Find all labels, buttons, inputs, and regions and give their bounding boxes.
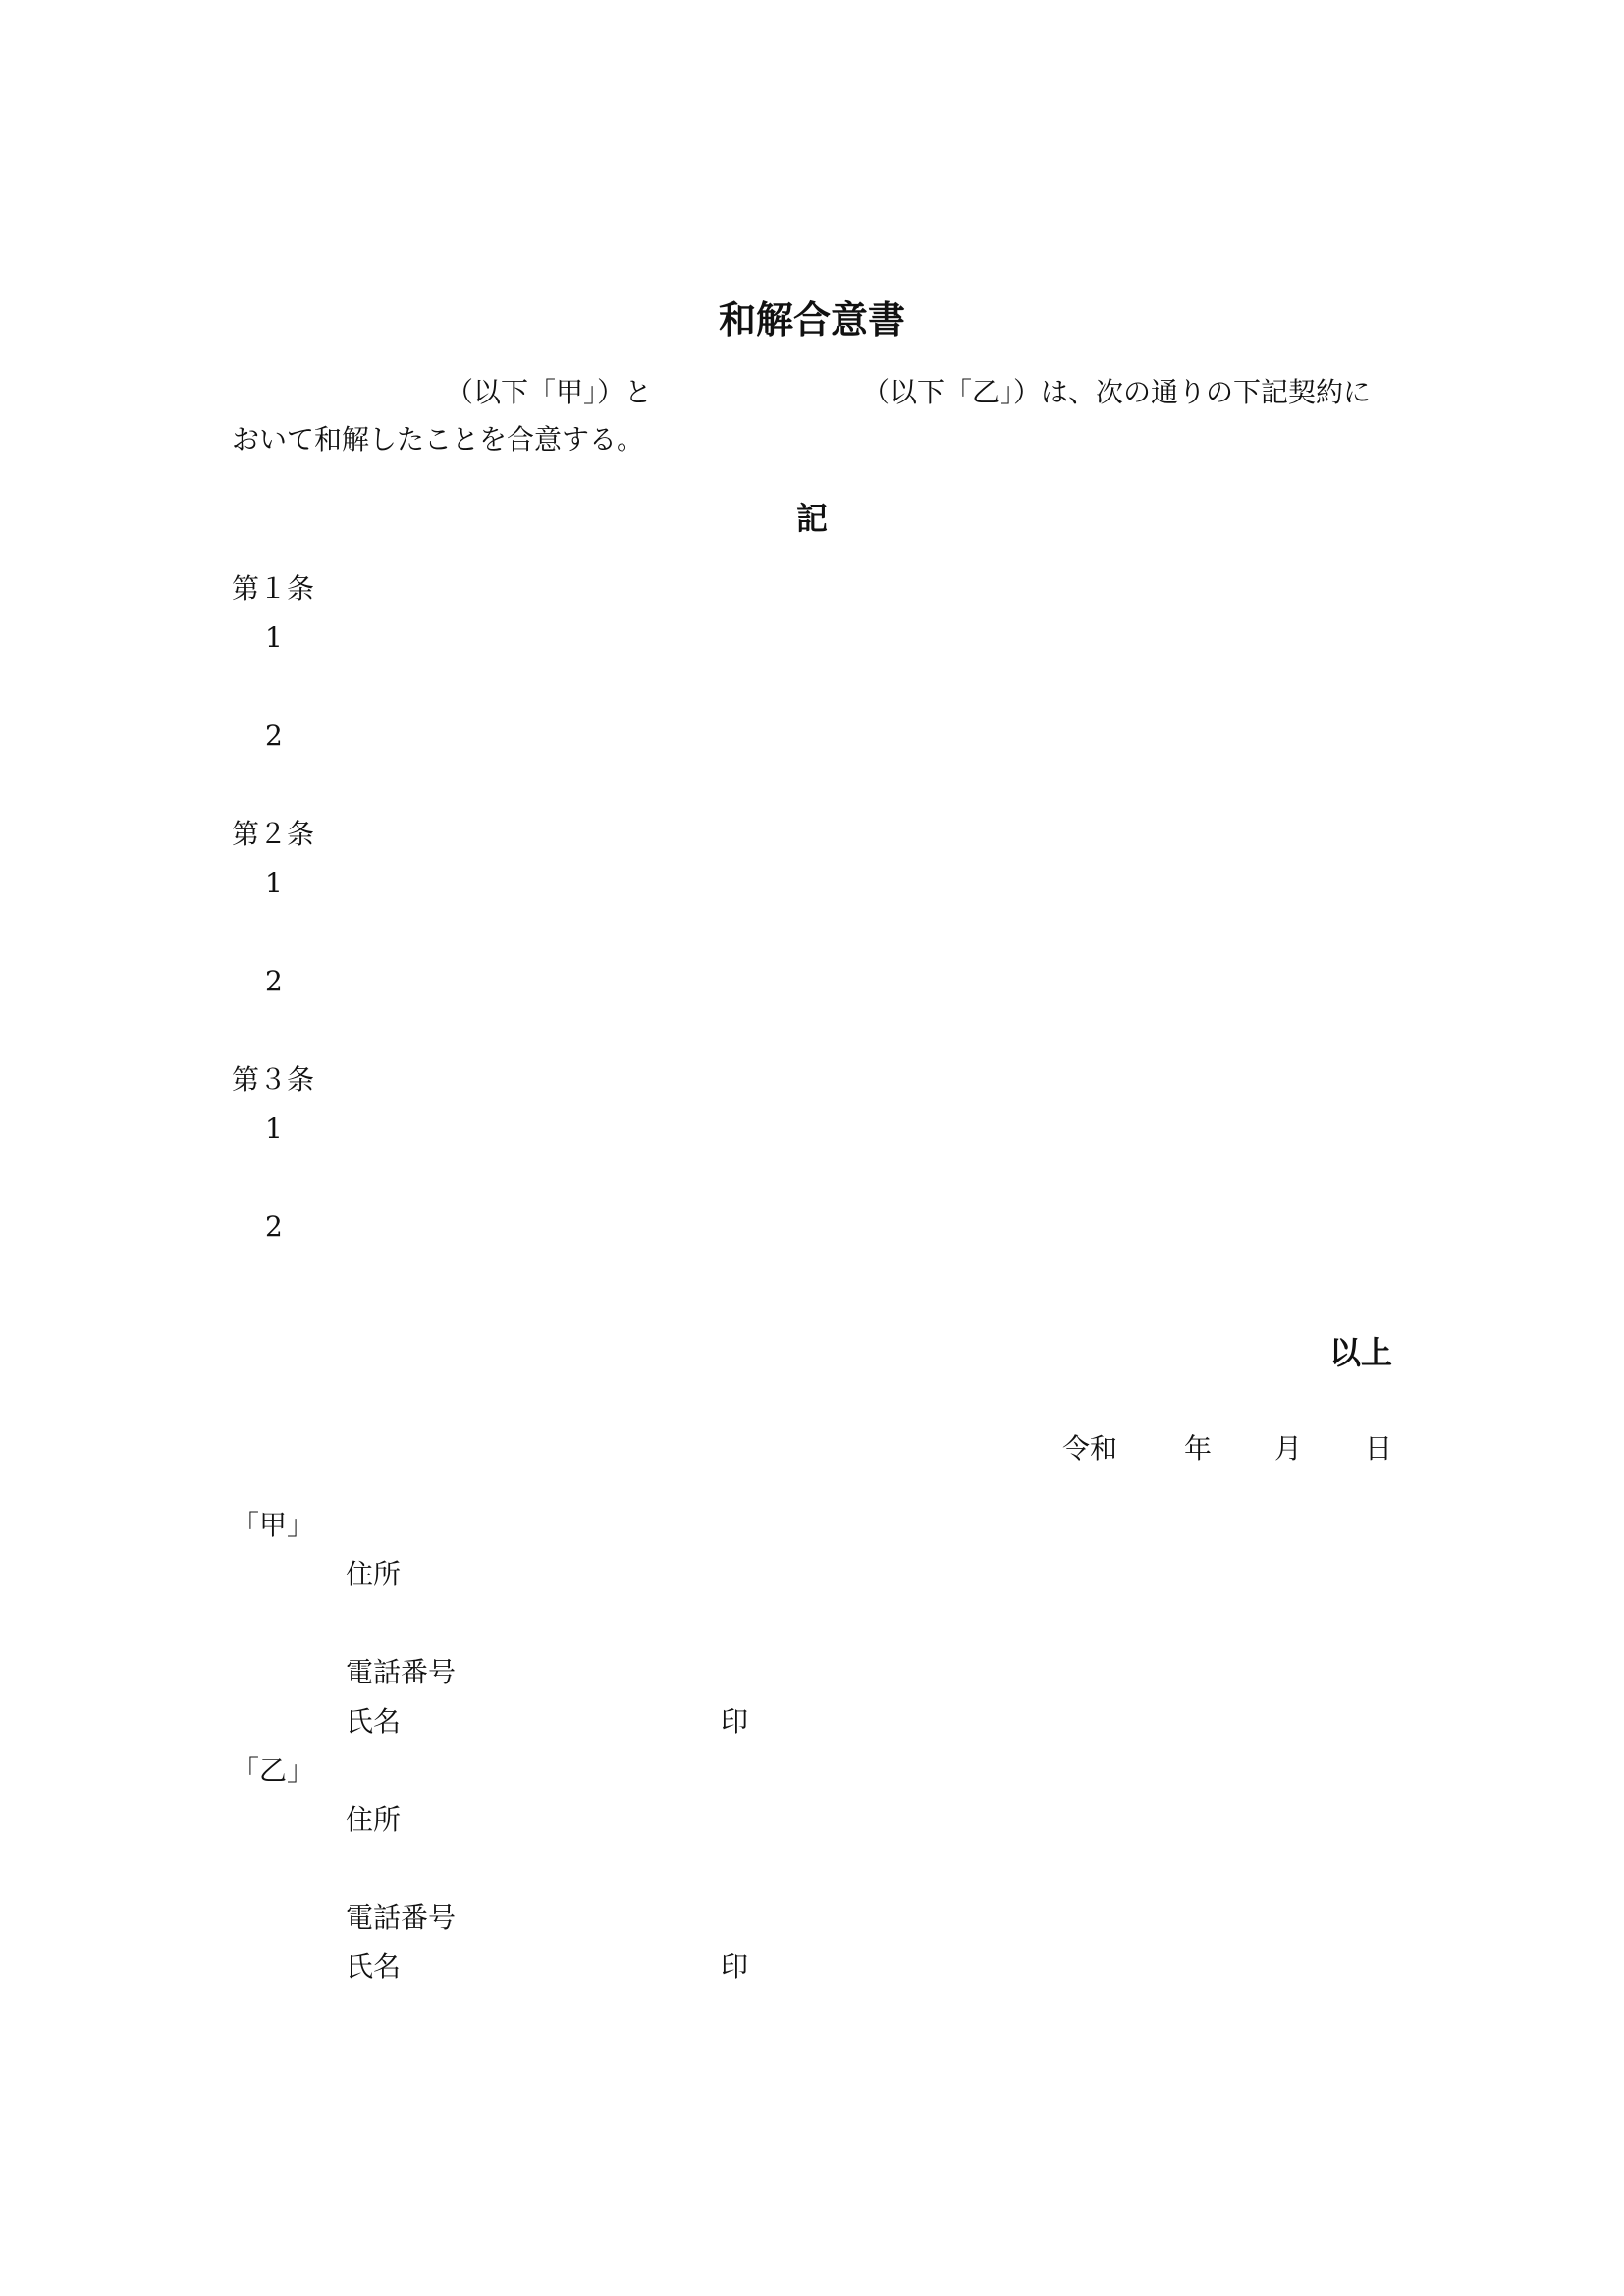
article-3-item-2: 2 — [265, 1210, 283, 1243]
article-1-heading: 第１条 — [232, 572, 315, 605]
document-title: 和解合意書 — [718, 298, 905, 342]
party-a-name-label: 氏名 — [346, 1705, 402, 1737]
party-b-address-label: 住所 — [346, 1803, 402, 1836]
intro-party-a-ref: （以下「甲」）と — [446, 376, 653, 408]
intro-line-2: おいて和解したことを合意する。 — [232, 423, 645, 455]
article-2-heading: 第２条 — [232, 818, 315, 850]
article-3-item-1: 1 — [265, 1112, 283, 1145]
party-b-label: 「乙」 — [232, 1754, 315, 1787]
date-month: 月 — [1274, 1432, 1303, 1465]
closing-ijou: 以上 — [1328, 1334, 1392, 1371]
party-b-seal: 印 — [721, 1950, 749, 1983]
ki-heading: 記 — [795, 500, 828, 537]
article-2-item-2: 2 — [265, 965, 283, 997]
article-1-item-2: 2 — [265, 720, 283, 752]
article-2-item-1: 1 — [265, 867, 283, 899]
intro-party-b-ref: （以下「乙」）は、次の通りの下記契約に — [862, 376, 1372, 408]
party-a-label: 「甲」 — [232, 1509, 315, 1541]
party-b-phone-label: 電話番号 — [346, 1901, 457, 1934]
party-a-address-label: 住所 — [346, 1558, 402, 1590]
party-b-name-label: 氏名 — [346, 1950, 402, 1983]
date-era: 令和 — [1062, 1432, 1118, 1465]
date-year: 年 — [1184, 1432, 1213, 1465]
date-day: 日 — [1365, 1432, 1393, 1465]
article-1-item-1: 1 — [265, 621, 283, 654]
party-a-phone-label: 電話番号 — [346, 1656, 457, 1688]
article-3-heading: 第３条 — [232, 1063, 315, 1095]
party-a-seal: 印 — [721, 1705, 749, 1737]
